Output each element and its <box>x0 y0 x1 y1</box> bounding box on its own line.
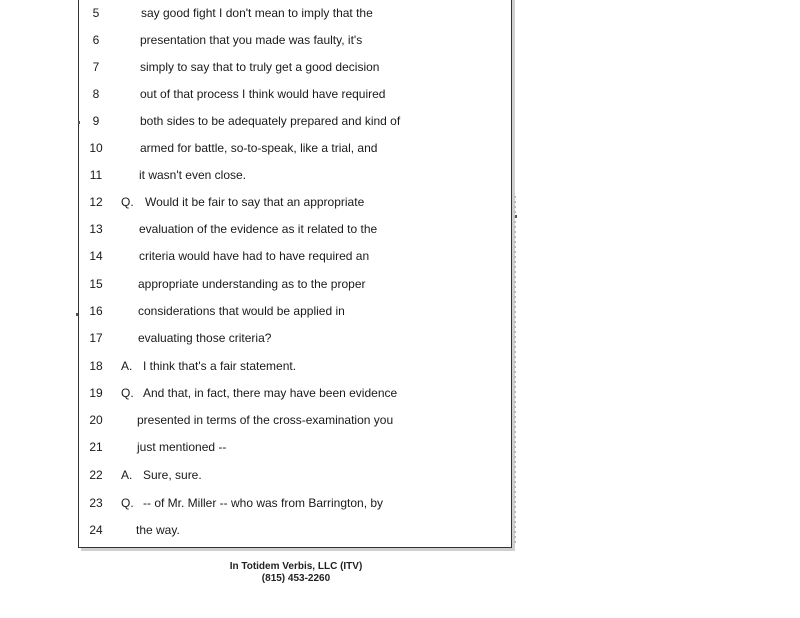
line-number: 14 <box>89 249 103 263</box>
speaker-marker: Q. <box>121 496 134 510</box>
transcript-line <box>79 302 509 320</box>
speaker-marker: Q. <box>121 386 134 400</box>
transcript-line <box>79 4 509 22</box>
line-text: criteria would have had to have required an <box>139 249 370 263</box>
line-number: 12 <box>89 195 103 209</box>
line-text: Sure, sure. <box>143 468 202 482</box>
line-text: presentation that you made was faulty, it's <box>140 33 363 47</box>
line-number: 7 <box>92 60 100 74</box>
line-text: out of that process I think would have required <box>140 87 386 101</box>
transcript-line <box>79 521 509 539</box>
transcript-line <box>79 466 509 484</box>
transcript-line <box>79 438 509 456</box>
line-text: simply to say that to truly get a good decision <box>140 60 380 74</box>
line-number: 21 <box>89 440 103 454</box>
line-text: Would it be fair to say that an appropriate <box>145 195 365 209</box>
line-text: considerations that would be applied in <box>138 304 345 318</box>
line-number: 23 <box>89 496 103 510</box>
line-text: both sides to be adequately prepared and kind of <box>140 114 401 128</box>
line-text: And that, in fact, there may have been evidence <box>143 386 398 400</box>
transcript-line <box>79 139 509 157</box>
transcript-line <box>79 384 509 402</box>
scan-speck <box>76 313 78 316</box>
transcript-line <box>79 247 509 265</box>
line-number: 17 <box>89 331 103 345</box>
line-text: appropriate understanding as to the proper <box>138 277 366 291</box>
line-number: 13 <box>89 222 103 236</box>
line-text: the way. <box>136 523 180 537</box>
line-number: 24 <box>89 523 103 537</box>
line-text: just mentioned -- <box>137 440 227 454</box>
line-number: 20 <box>89 413 103 427</box>
transcript-line <box>79 166 509 184</box>
transcript-line <box>79 494 509 512</box>
line-text: it wasn't even close. <box>139 168 247 182</box>
line-number: 5 <box>92 6 100 20</box>
scan-speck <box>515 215 517 218</box>
line-text: evaluation of the evidence as it related to the <box>139 222 378 236</box>
transcript-line <box>79 58 509 76</box>
footer-company: In Totidem Verbis, LLC (ITV) <box>229 561 363 572</box>
transcript-line <box>79 31 509 49</box>
line-text: say good fight I don't mean to imply that the <box>141 6 373 20</box>
transcript-line <box>79 85 509 103</box>
line-text: armed for battle, so-to-speak, like a trial, and <box>140 141 378 155</box>
transcript-line <box>79 329 509 347</box>
line-number: 11 <box>89 168 103 182</box>
line-number: 8 <box>92 87 100 101</box>
line-number: 9 <box>92 114 100 128</box>
line-number: 19 <box>89 386 103 400</box>
transcript-page <box>78 0 512 548</box>
footer-phone: (815) 453-2260 <box>261 573 331 584</box>
transcript-line <box>79 357 509 375</box>
transcript-line <box>79 193 509 211</box>
speaker-marker: Q. <box>121 195 134 209</box>
transcript-line <box>79 220 509 238</box>
line-number: 16 <box>89 304 103 318</box>
line-number: 22 <box>89 468 103 482</box>
line-text: -- of Mr. Miller -- who was from Barrington, by <box>143 496 384 510</box>
transcript-line <box>79 112 509 130</box>
transcript-line <box>79 275 509 293</box>
line-number: 18 <box>89 359 103 373</box>
speaker-marker: A. <box>121 359 133 373</box>
line-text: presented in terms of the cross-examination you <box>137 413 394 427</box>
speaker-marker: A. <box>121 468 133 482</box>
line-number: 10 <box>89 141 103 155</box>
line-text: I think that's a fair statement. <box>143 359 297 373</box>
line-number: 15 <box>89 277 103 291</box>
transcript-line <box>79 411 509 429</box>
line-text: evaluating those criteria? <box>138 331 272 345</box>
scan-speck <box>78 121 80 124</box>
line-number: 6 <box>92 33 100 47</box>
